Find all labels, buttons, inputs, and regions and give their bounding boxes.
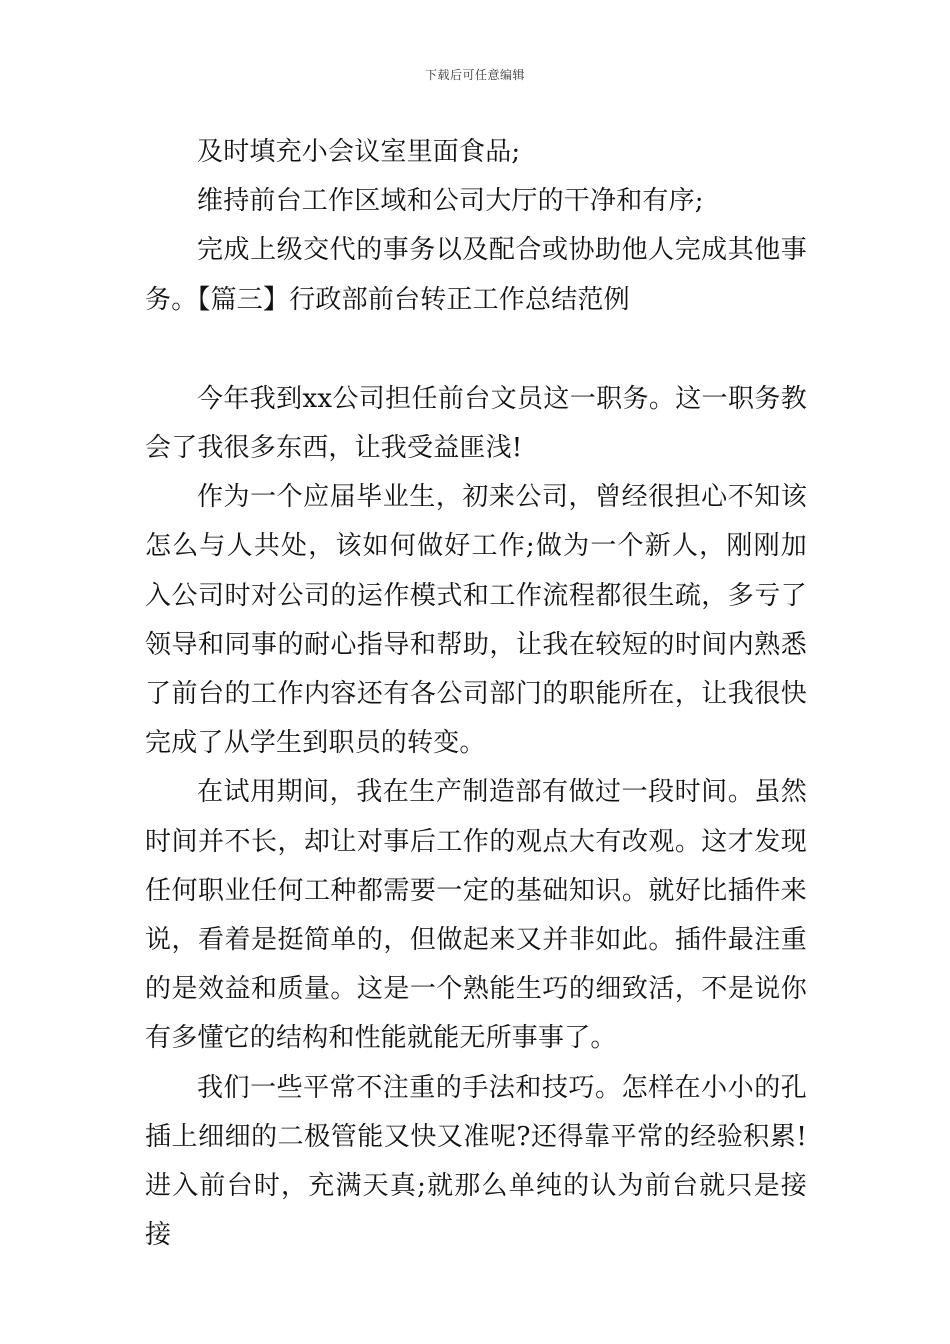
paragraph: 及时填充小会议室里面食品; — [197, 137, 521, 167]
document-body — [145, 128, 807, 1260]
paragraph: 完成上级交代的事务以及配合或协助他人完成其他事务。【篇三】行政部前台转正工作总结范例 — [145, 235, 807, 315]
section-gap — [145, 325, 807, 375]
header-note: 下载后可任意编辑 — [424, 68, 525, 82]
paragraph: 我们一些平常不注重的手法和技巧。怎样在小小的孔插上细细的二极管能又快又准呢?还得靠平常的经验积累!进入前台时，充满天真;就那么单纯的认为前台就只是接接 — [145, 1072, 807, 1251]
paragraph: 今年我到xx公司担任前台文员这一职务。这一职务教会了我很多东西，让我受益匪浅! — [145, 383, 807, 464]
paragraph: 维持前台工作区域和公司大厅的干净和有序; — [197, 186, 704, 217]
paragraph: 在试用期间，我在生产制造部有做过一段时间。虽然时间并不长，却让对事后工作的观点大有改观。这才发现任何职业任何工种都需要一定的基础知识。就好比插件来说，看着是挺简单的，但做起来又并非如此。插件最注重的是效益和质量。这是一个熟能生巧的细致活，不是说你有多懂它的结构和性能就能无所事事了。 — [145, 777, 807, 1054]
paragraph: 作为一个应届毕业生，初来公司，曾经很担心不知该怎么与人共处，该如何做好工作;做为一个新人，刚刚加入公司时对公司的运作模式和工作流程都很生疏，多亏了领导和同事的耐心指导和帮助，让我在较短的时间内熟悉了前台的工作内容还有各公司部门的职能所在，让我很快完成了从学生到职员的转变。 — [145, 482, 807, 759]
